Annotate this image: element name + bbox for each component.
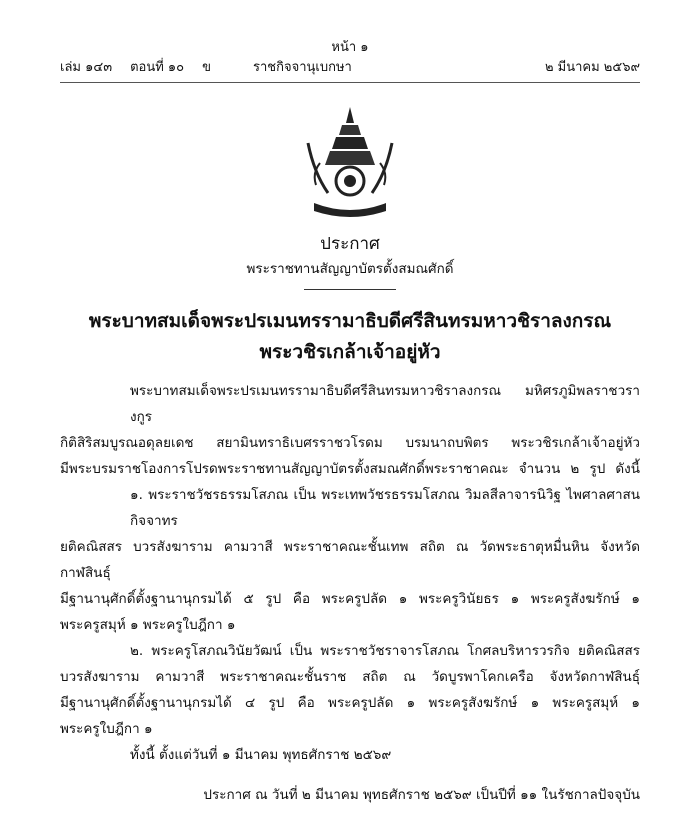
item2-line: พระครูใบฎีกา ๑ xyxy=(60,721,153,737)
issue-date: ๒ มีนาคม ๒๕๖๙ xyxy=(544,60,640,75)
issue: ตอนที่ ๑๐ xyxy=(130,60,185,75)
signing-date: ประกาศ ณ วันที่ ๒ มีนาคม พุทธศักราช ๒๕๖๙ เป็นปีที่ ๑๑ ในรัชกาลปัจจุบัน xyxy=(203,787,640,803)
item2-line: ๒. พระครูโสภณวินัยวัฒน์ เป็น พระราชวัชราจารโสภณ โกศลบริหารวรกิจ ยติคณิสสร xyxy=(130,643,640,659)
title-line-1: พระบาทสมเด็จพระปรเมนทรรามาธิบดีศรีสินทรมหาวชิราลงกรณ xyxy=(88,310,612,332)
item1-line: พระครูสมุห์ ๑ พระครูใบฎีกา ๑ xyxy=(60,617,236,633)
item1-line: ยติคณิสสร บวรสังฆาราม คามวาสี พระราชาคณะชั้นเทพ สถิต ณ วัดพระธาตุหมื่นหิน จังหวัดกาฬสินธุ์ xyxy=(60,539,640,581)
royal-emblem-icon xyxy=(300,103,400,223)
item2-line: บวรสังฆาราม คามวาสี พระราชาคณะชั้นราช สถิต ณ วัดบูรพาโคกเครือ จังหวัดกาฬสินธุ์ xyxy=(60,669,640,685)
page-number: หน้า ๑ xyxy=(331,40,369,55)
intro-line: กิติสิริสมบูรณอดุลยเดช สยามินทราธิเบศรราชวโรดม บรมนาถบพิตร พระวชิรเกล้าเจ้าอยู่หัว xyxy=(60,435,640,451)
title-line-2: พระวชิรเกล้าเจ้าอยู่หัว xyxy=(259,341,441,363)
item1-line: มีฐานานุศักดิ์ตั้งฐานานุกรมได้ ๕ รูป คือ พระครูปลัด ๑ พระครูวินัยธร ๑ พระครูสังฆรักษ์ ๑ xyxy=(60,591,640,607)
intro-line: พระบาทสมเด็จพระปรเมนทรรามาธิบดีศรีสินทรมหาวชิราลงกรณ มหิศรภูมิพลราชวรางกูร xyxy=(130,383,640,425)
item2-line: มีฐานานุศักดิ์ตั้งฐานานุกรมได้ ๔ รูป คือ พระครูปลัด ๑ พระครูสังฆรักษ์ ๑ พระครูสมุห์ ๑ xyxy=(60,695,640,711)
section: ข xyxy=(202,60,212,75)
item1-line: ๑. พระราชวัชรธรรมโสภณ เป็น พระเทพวัชรธรรมโสภณ วิมลสีลาจารนิวิฐ ไพศาลศาสนกิจจาทร xyxy=(130,487,640,529)
header-rule xyxy=(60,82,640,83)
subject-rule xyxy=(304,289,396,290)
header-row xyxy=(60,58,640,78)
gazette-name: ราชกิจจานุเบกษา xyxy=(253,60,352,75)
volume: เล่ม ๑๔๓ xyxy=(60,60,113,75)
announcement-heading: ประกาศ xyxy=(320,234,380,254)
intro-line: มีพระบรมราชโองการโปรดพระราชทานสัญญาบัตรตั้งสมณศักดิ์พระราชาคณะ จำนวน ๒ รูป ดังนี้ xyxy=(60,461,640,477)
effective-date: ทั้งนี้ ตั้งแต่วันที่ ๑ มีนาคม พุทธศักราช ๒๕๖๙ xyxy=(130,747,392,763)
announcement-body xyxy=(60,378,640,808)
announcement-subject: พระราชทานสัญญาบัตรตั้งสมณศักดิ์ xyxy=(246,261,454,277)
